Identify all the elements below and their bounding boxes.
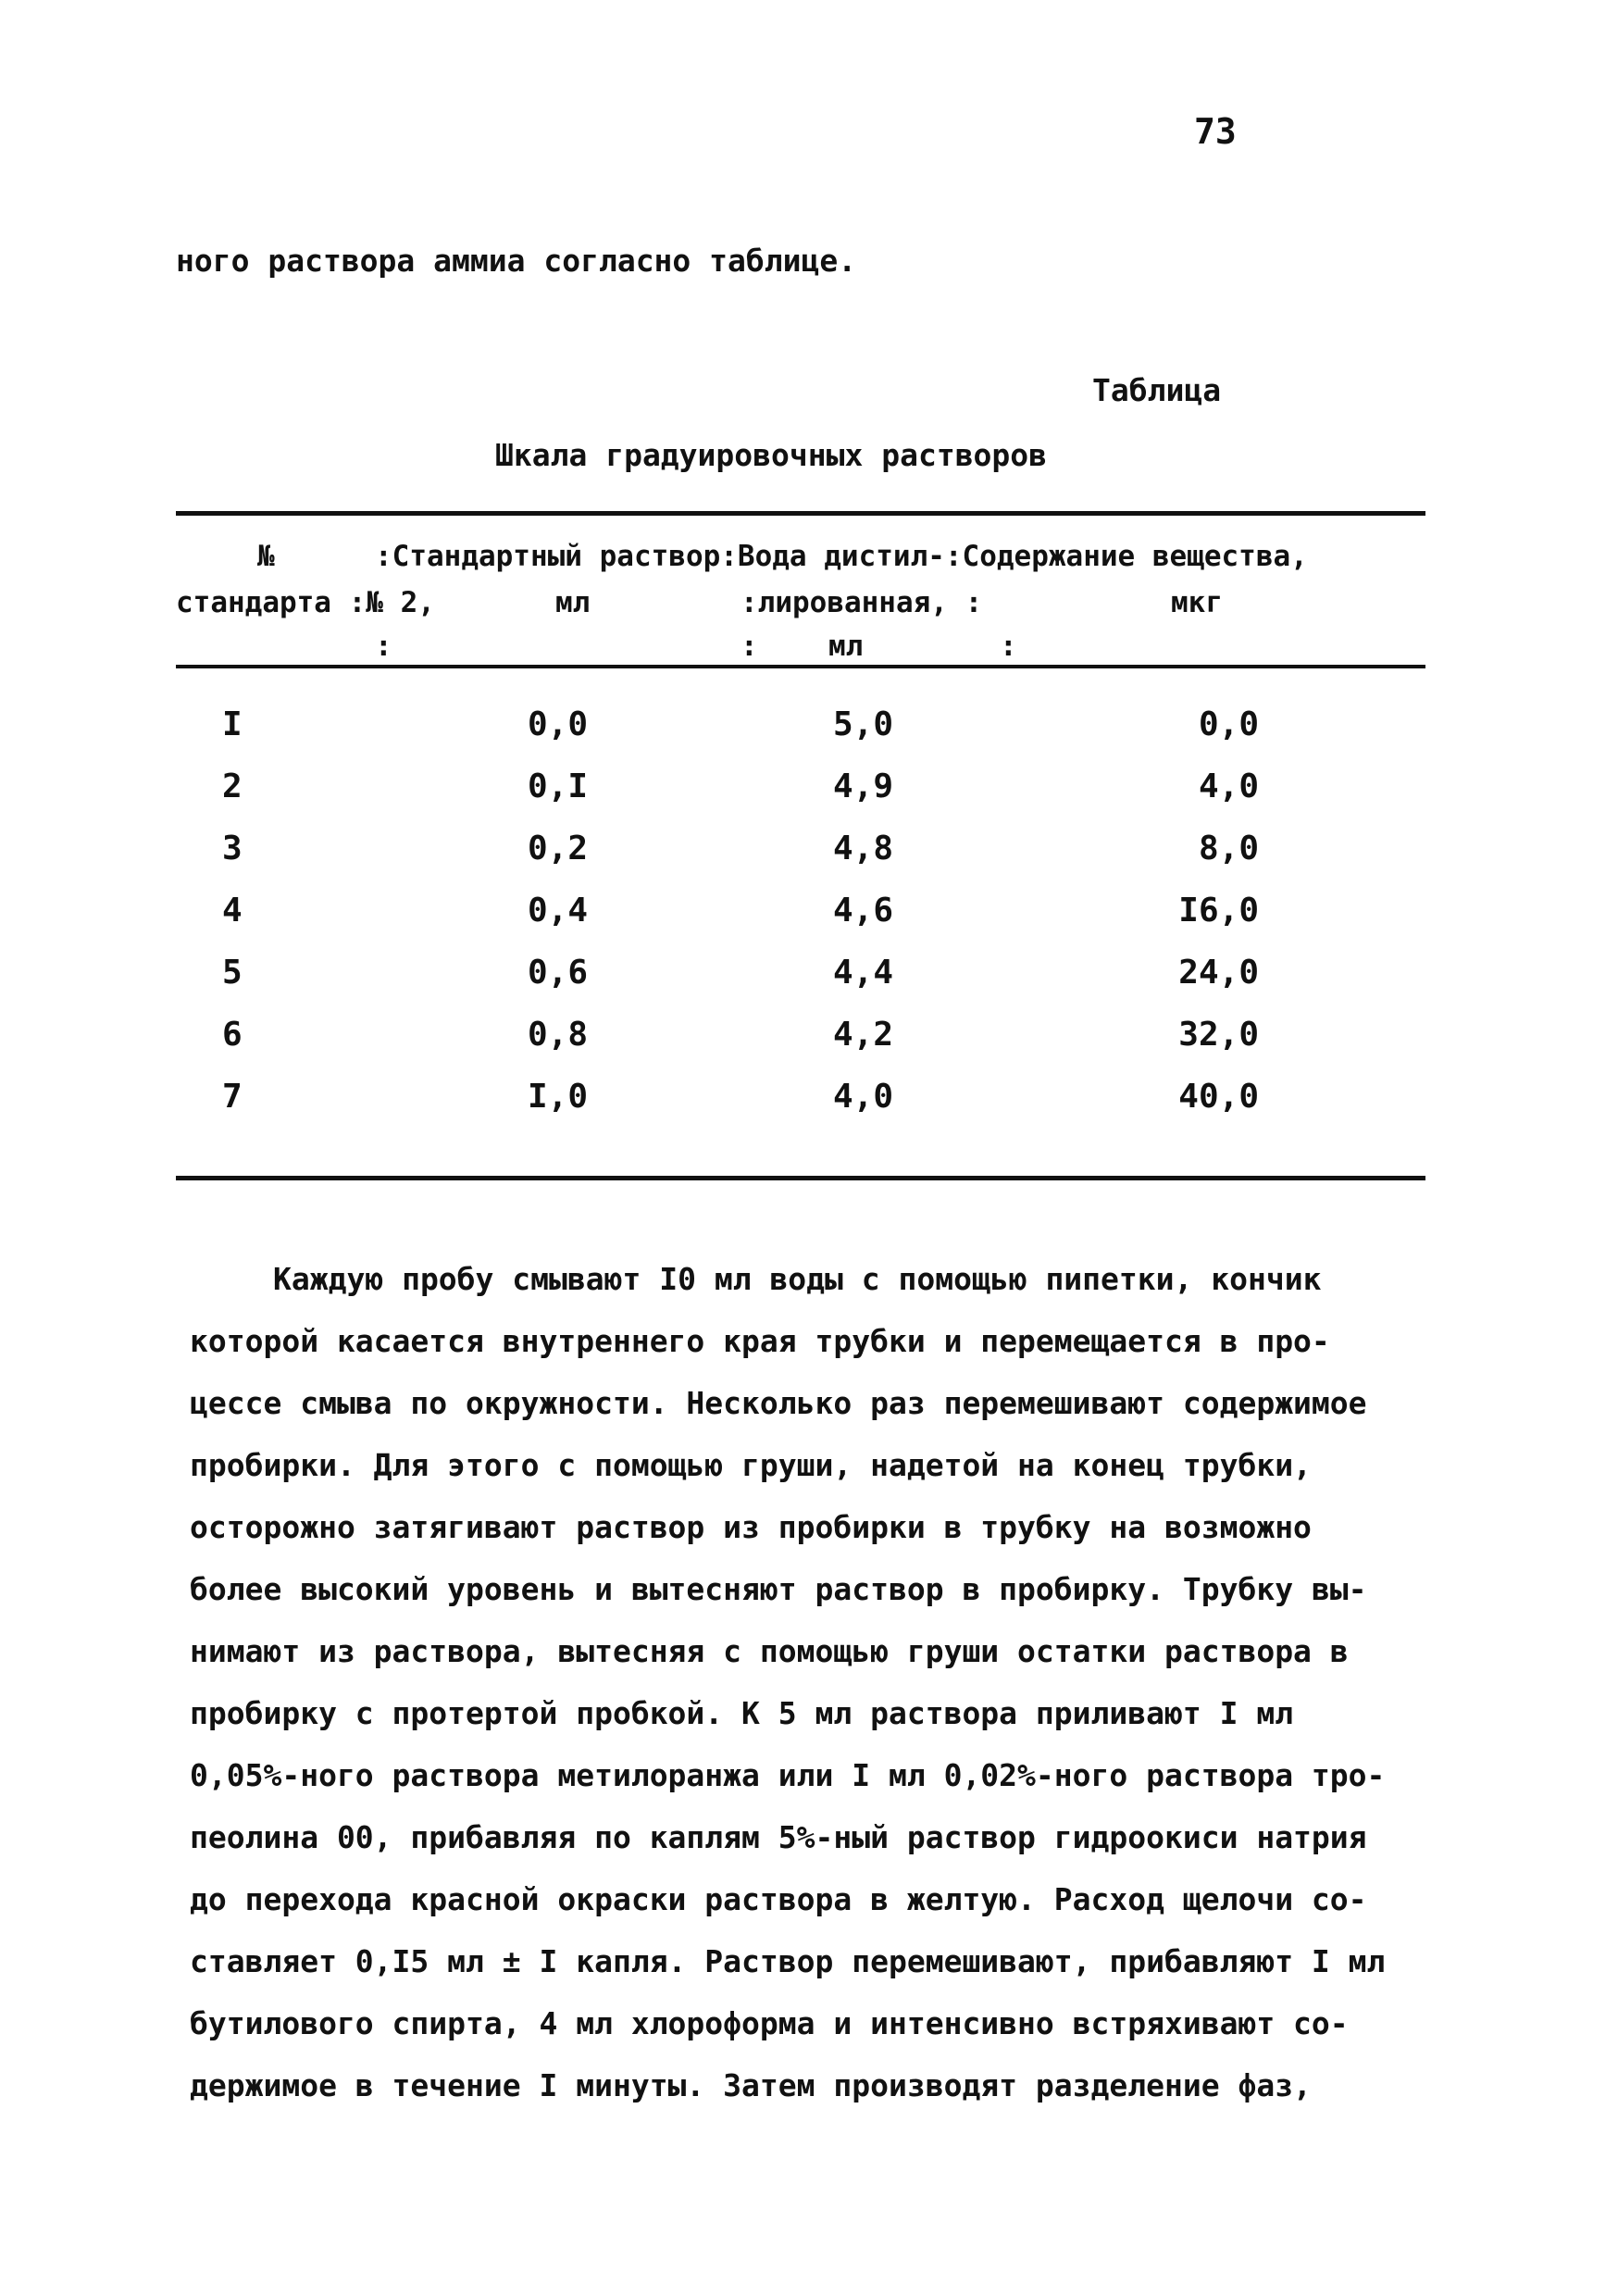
cell-content-mkg: 0,0 <box>1198 705 1259 743</box>
cell-content-mkg: 40,0 <box>1178 1078 1259 1116</box>
header-ml-unit-2: мл <box>828 630 864 663</box>
cell-content-mkg: 32,0 <box>1178 1016 1259 1054</box>
cell-standard-number: 6 <box>222 1016 243 1054</box>
table-top-rule <box>176 511 1425 516</box>
header-number-symbol: № <box>257 540 275 573</box>
cell-standard-solution-ml: 0,0 <box>527 705 588 743</box>
body-line: Каждую пробу смывают I0 мл воды с помощью пипетки, кончик <box>273 1261 1322 1297</box>
cell-distilled-water-ml: 5,0 <box>832 705 893 743</box>
cell-standard-solution-ml: 0,4 <box>527 892 588 930</box>
cell-content-mkg: I6,0 <box>1178 892 1259 930</box>
body-line: осторожно затягивают раствор из пробирки в трубку на возможно <box>190 1509 1312 1545</box>
body-line: до перехода красной окраски раствора в желтую. Расход щелочи со- <box>190 1881 1367 1917</box>
table-row <box>0 1016 1618 1071</box>
cell-distilled-water-ml: 4,0 <box>832 1078 893 1116</box>
cell-content-mkg: 24,0 <box>1178 954 1259 992</box>
header-ml-unit: мл <box>555 586 591 619</box>
table-row <box>0 954 1618 1009</box>
body-line: пробирки. Для этого с помощью груши, надетой на конец трубки, <box>190 1447 1312 1483</box>
cell-distilled-water-ml: 4,6 <box>832 892 893 930</box>
table-bottom-rule <box>176 1176 1425 1180</box>
table-label: Таблица <box>1092 372 1222 408</box>
table-row <box>0 705 1618 761</box>
table-row <box>0 1078 1618 1133</box>
cell-distilled-water-ml: 4,9 <box>832 767 893 805</box>
body-line: цессе смыва по окружности. Несколько раз перемешивают содержимое <box>190 1385 1367 1421</box>
cell-distilled-water-ml: 4,2 <box>832 1016 893 1054</box>
body-line: держимое в течение I минуты. Затем производят разделение фаз, <box>190 2067 1312 2103</box>
header-separator: : <box>1000 630 1017 663</box>
cell-standard-number: 2 <box>222 767 243 805</box>
body-line: 0,05%-ного раствора метилоранжа или I мл 0,02%-ного раствора тро- <box>190 1757 1386 1793</box>
intro-text-line: ного раствора аммиа согласно таблице. <box>176 243 857 279</box>
cell-standard-number: 3 <box>222 830 243 867</box>
page-number: 73 <box>1194 111 1237 152</box>
body-line: пеолина 00, прибавляя по каплям 5%-ный раствор гидроокиси натрия <box>190 1819 1367 1855</box>
cell-standard-number: 7 <box>222 1078 243 1116</box>
cell-standard-number: I <box>222 705 243 743</box>
body-line: бутилового спирта, 4 мл хлороформа и интенсивно встряхивают со- <box>190 2005 1349 2041</box>
header-row-1: :Стандартный раствор:Вода дистил-:Содержание вещества, <box>375 540 1308 573</box>
table-row <box>0 767 1618 823</box>
cell-standard-number: 4 <box>222 892 243 930</box>
header-standard-label: стандарта :№ 2, <box>176 586 435 619</box>
cell-standard-number: 5 <box>222 954 243 992</box>
table-title: Шкала градуировочных растворов <box>495 437 1048 473</box>
cell-standard-solution-ml: I,0 <box>527 1078 588 1116</box>
body-paragraph <box>190 1248 1421 2116</box>
table-row <box>0 892 1618 947</box>
header-separator: : <box>741 630 758 663</box>
body-line: пробирку с протертой пробкой. К 5 мл раствора приливают I мл <box>190 1695 1294 1731</box>
cell-distilled-water-ml: 4,8 <box>832 830 893 867</box>
header-separator: : <box>375 630 392 663</box>
header-mkg-unit: мкг <box>1171 586 1223 619</box>
table-row <box>0 830 1618 885</box>
table-header-rule <box>176 665 1425 668</box>
cell-standard-solution-ml: 0,8 <box>527 1016 588 1054</box>
cell-standard-solution-ml: 0,2 <box>527 830 588 867</box>
body-line: ставляет 0,I5 мл ± I капля. Раствор перемешивают, прибавляют I мл <box>190 1943 1386 1979</box>
cell-content-mkg: 4,0 <box>1198 767 1259 805</box>
body-line: более высокий уровень и вытесняют раствор в пробирку. Трубку вы- <box>190 1571 1367 1607</box>
header-distilled-label: :лированная, : <box>741 586 983 619</box>
cell-standard-solution-ml: 0,I <box>527 767 588 805</box>
cell-distilled-water-ml: 4,4 <box>832 954 893 992</box>
body-line: нимают из раствора, вытесняя с помощью груши остатки раствора в <box>190 1633 1349 1669</box>
cell-content-mkg: 8,0 <box>1198 830 1259 867</box>
body-line: которой касается внутреннего края трубки и перемещается в про- <box>190 1323 1330 1359</box>
cell-standard-solution-ml: 0,6 <box>527 954 588 992</box>
